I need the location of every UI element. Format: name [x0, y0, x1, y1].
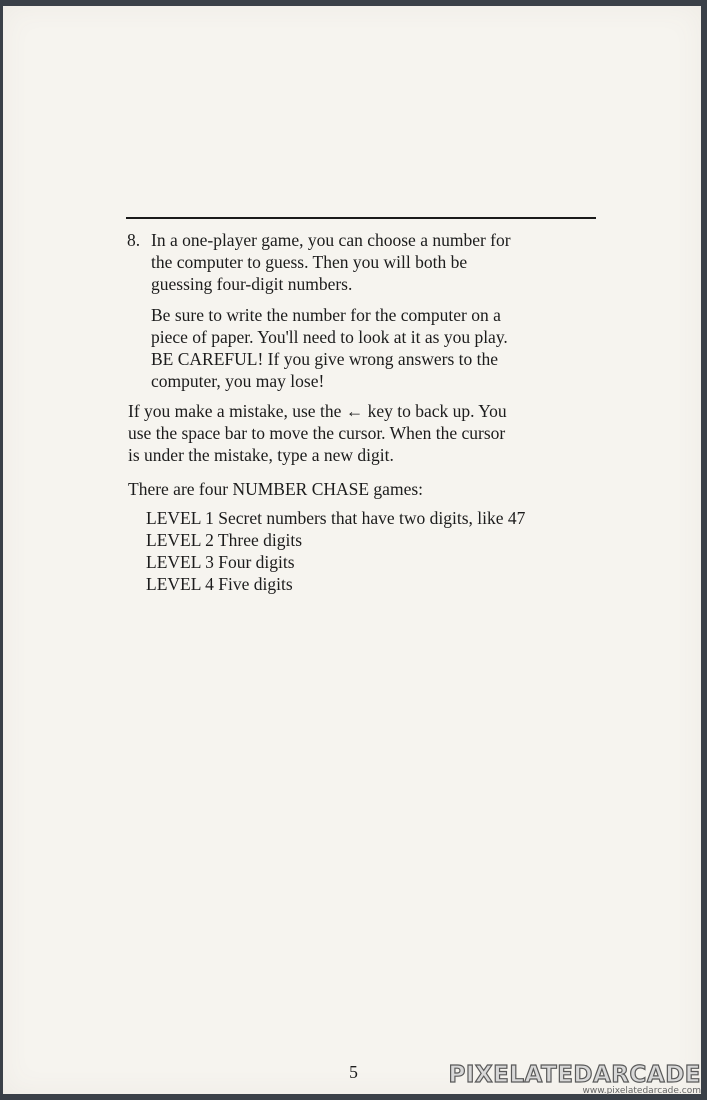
item-number: 8. [127, 230, 141, 250]
level-item: LEVEL 3 Four digits [146, 552, 295, 572]
level-item: LEVEL 4 Five digits [146, 574, 293, 594]
watermark-url: www.pixelatedarcade.com [582, 1086, 701, 1096]
level-item: LEVEL 2 Three digits [146, 530, 303, 550]
item-paragraph-2: Be sure to write the number for the computer on a piece of paper. You'll need to look at it as you play. BE CAREFUL! If you give wrong answers to the computer, you may lose! [151, 305, 508, 391]
watermark-logo: PIXELATEDARCADE [448, 1062, 701, 1088]
section-divider [126, 217, 596, 219]
watermark [448, 1062, 701, 1096]
level-item: LEVEL 1 Secret numbers that have two digits, like 47 [146, 508, 526, 528]
page-number: 5 [349, 1062, 358, 1082]
item-paragraph-1: In a one-player game, you can choose a number for the computer to guess. Then you will both be guessing four-digit numbers. [151, 230, 511, 294]
level-list [146, 507, 525, 595]
mistake-paragraph: If you make a mistake, use the ← key to back up. You use the space bar to move the cursor. When the cursor is under the mistake, type a new digit. [128, 401, 507, 465]
games-intro: There are four NUMBER CHASE games: [128, 479, 424, 499]
numbered-item-8 [127, 229, 597, 392]
